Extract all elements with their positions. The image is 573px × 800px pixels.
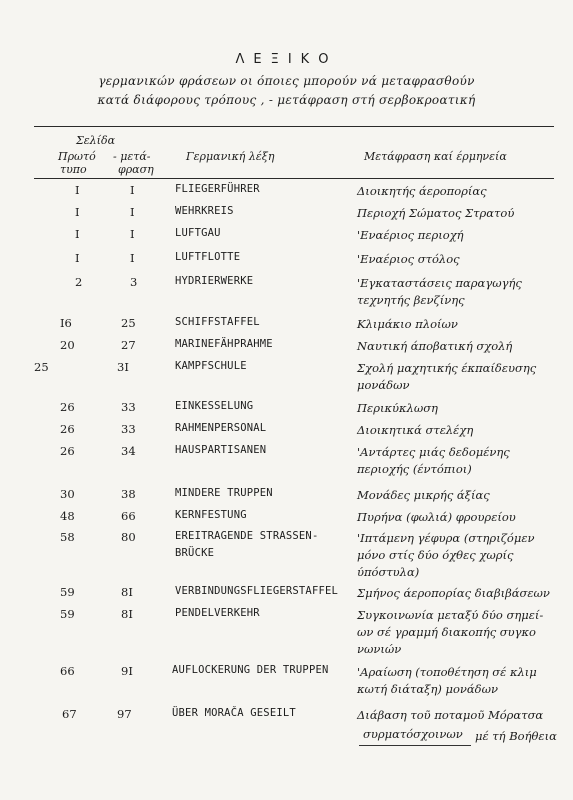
german-term: HAUSPARTISANEN [175,444,267,456]
greek-meaning: νωνιών [357,642,402,656]
greek-meaning: περιοχής (έντόπιοι) [357,462,472,476]
translation-page: 8I [121,607,133,621]
translation-page: I [130,183,135,197]
greek-meaning: Διοικητικά στελέχη [357,423,474,437]
greek-meaning: Κλιμάκιο πλοίων [357,317,458,331]
greek-meaning: 'Εναέριος στόλος [357,252,460,266]
original-page: 30 [60,487,75,501]
original-page: 59 [60,607,75,621]
german-term: WEHRKREIS [175,205,234,217]
translation-page: 27 [121,338,136,352]
header-meaning: Μετάφραση καί έρμηνεία [364,150,507,163]
greek-meaning-underlined: συρματόσχοινων [363,727,463,741]
translation-page: 38 [121,487,136,501]
header-translation-line1: - μετά- [113,150,151,163]
greek-meaning: κωτή διάταξη) μονάδων [357,682,498,696]
translation-page: I [130,251,135,265]
greek-meaning: μόνο στίς δύο όχθες χωρίς [357,548,514,562]
translation-page: 9I [121,664,133,678]
greek-meaning: μονάδων [357,378,410,392]
original-page: 59 [60,585,75,599]
greek-meaning: 'Αντάρτες μιάς δεδομένης [357,445,510,459]
greek-meaning: Συγκοινωνία μεταξύ δύο σημεί- [357,608,544,622]
translation-page: I [130,227,135,241]
german-term: VERBINDUNGSFLIEGERSTAFFEL [175,585,339,597]
original-page: I [75,227,80,241]
translation-page: 80 [121,530,136,544]
header-german-term: Γερμανική λέξη [186,150,275,163]
german-term: ÜBER MORAČA GESEILT [172,707,296,719]
greek-meaning: ύπόστυλα) [357,565,420,579]
handwritten-underline [359,745,471,746]
greek-meaning: 'Αραίωση (τοποθέτηση σέ κλιμ [357,665,537,679]
greek-meaning: Σχολή μαχητικής έκπαίδευσης [357,361,537,375]
header-page-group: Σελίδα [76,134,116,147]
greek-meaning: ων σέ γραμμή διακοπής συγκο [357,625,536,639]
german-term: LUFTFLOTTE [175,251,241,263]
german-term: HYDRIERWERKE [175,275,254,287]
german-term: AUFLOCKERUNG DER TRUPPEN [172,664,329,676]
german-term: FLIEGERFÜHRER [175,183,260,195]
original-page: 26 [60,400,75,414]
greek-meaning: Σμήνος άεροπορίας διαβιβάσεων [357,586,550,600]
german-term: KAMPFSCHULE [175,360,247,372]
original-page: 67 [62,707,77,721]
translation-page: 3 [130,275,138,289]
original-page: 58 [60,530,75,544]
header-original-line1: Πρωτό [58,150,96,163]
original-page: 25 [34,360,49,374]
translation-page: 97 [117,707,132,721]
translation-page: 34 [121,444,136,458]
header-translation-line2: φραση [118,163,154,176]
german-term: PENDELVERKEHR [175,607,260,619]
greek-meaning: Διάβαση τοῦ ποταμοῦ Μόρατσα [357,708,544,722]
header-rule [34,178,554,179]
german-term: BRÜCKE [175,547,215,559]
greek-meaning: Περιοχή Σώματος Στρατού [357,206,515,220]
original-page: I [75,251,80,265]
original-page: 20 [60,338,75,352]
german-term: MINDERE TRUPPEN [175,487,273,499]
translation-page: I [130,205,135,219]
german-term: LUFTGAU [175,227,221,239]
original-page: 26 [60,444,75,458]
translation-page: 33 [121,422,136,436]
subtitle-line-2: κατά διάφορους τρόπους , - μετάφραση στή σερβοκροατική [97,93,476,107]
greek-meaning: Διοικητής άεροπορίας [357,184,487,198]
greek-meaning: Ναυτική άποβατική σχολή [357,339,513,353]
original-page: I6 [60,316,72,330]
german-term: EINKESSELUNG [175,400,254,412]
original-page: 48 [60,509,75,523]
greek-meaning: τεχνητής βενζίνης [357,293,465,307]
translation-page: 25 [121,316,136,330]
greek-meaning: 'Εναέριος περιοχή [357,228,464,242]
header-original-line2: τυπο [60,163,87,176]
translation-page: 8I [121,585,133,599]
greek-meaning: Περικύκλωση [357,401,438,415]
document-title: ΛΕΞΙΚΟ [235,52,338,67]
german-term: MARINEFÄHPRAHME [175,338,273,350]
original-page: I [75,205,80,219]
translation-page: 3I [117,360,129,374]
top-rule [34,126,554,127]
original-page: 26 [60,422,75,436]
greek-meaning: Πυρήνα (φωλιά) φρουρείου [357,510,516,524]
original-page: I [75,183,80,197]
original-page: 2 [75,275,83,289]
subtitle-line-1: γερμανικών φράσεων οι όποιες μπορούν νά μεταφρασθούν [98,74,475,88]
greek-meaning: Μονάδες μικρής άξίας [357,488,490,502]
german-term: RAHMENPERSONAL [175,422,267,434]
translation-page: 66 [121,509,136,523]
german-term: EREITRAGENDE STRASSEN- [175,530,319,542]
german-term: SCHIFFSTAFFEL [175,316,260,328]
translation-page: 33 [121,400,136,414]
german-term: KERNFESTUNG [175,509,247,521]
greek-meaning: 'Εγκαταστάσεις παραγωγής [357,276,522,290]
greek-meaning: 'Ιπτάμενη γέφυρα (στηριζόμεν [357,531,535,545]
original-page: 66 [60,664,75,678]
greek-meaning: μέ τή Βοήθεια [475,729,557,743]
